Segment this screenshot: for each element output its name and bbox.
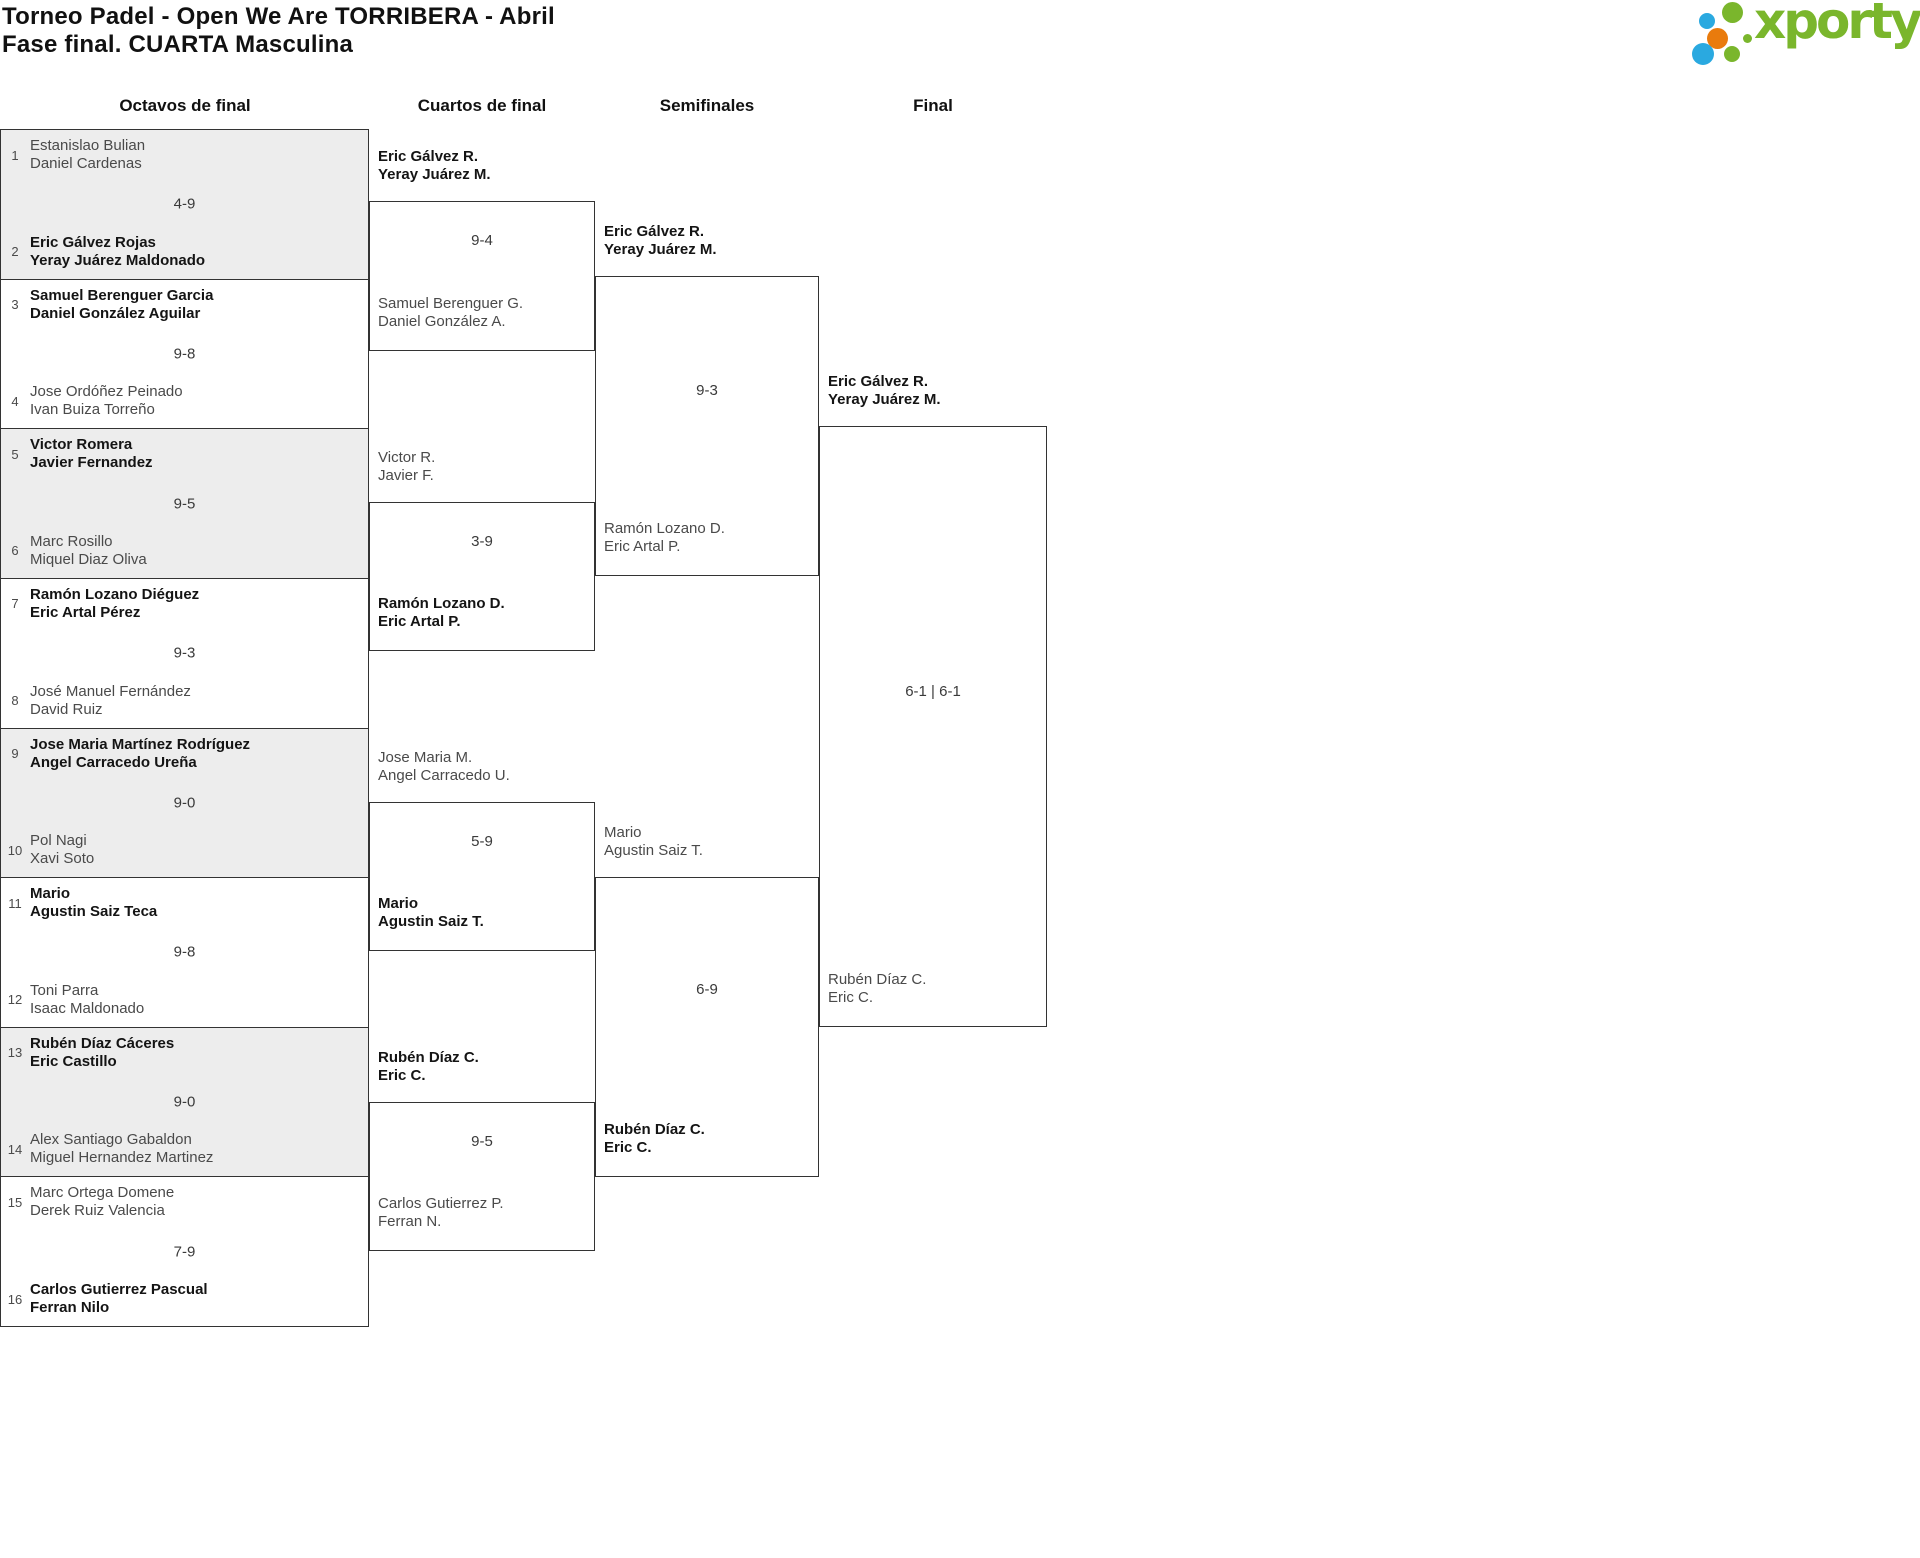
player-name: Carlos Gutierrez P. bbox=[378, 1195, 504, 1212]
player-name: Ivan Buiza Torreño bbox=[30, 401, 155, 419]
seed-number: 5 bbox=[11, 446, 19, 462]
player-name: Eric Gálvez R. bbox=[828, 373, 929, 390]
advancing-team-label bbox=[378, 295, 523, 331]
player-name: Javier F. bbox=[378, 467, 434, 484]
seed-number: 7 bbox=[11, 596, 19, 612]
player-name: Jose Maria M. bbox=[378, 749, 473, 766]
player-name: Yeray Juárez M. bbox=[604, 241, 717, 258]
logo-dot-green-small bbox=[1724, 46, 1740, 62]
seed-number: 15 bbox=[7, 1194, 23, 1210]
team-row bbox=[5, 885, 358, 921]
team-names bbox=[30, 1184, 174, 1220]
seed-number: 12 bbox=[7, 992, 23, 1008]
player-name: Daniel Cardenas bbox=[30, 155, 142, 172]
team-row bbox=[5, 1131, 358, 1167]
team-row bbox=[5, 383, 358, 419]
player-name: Eric Artal Pérez bbox=[30, 603, 141, 621]
player-name: Eric Artal P. bbox=[604, 538, 681, 555]
seed-number: 13 bbox=[7, 1045, 23, 1061]
match-sf-1 bbox=[595, 223, 819, 576]
advancing-team-label bbox=[378, 1195, 504, 1231]
player-name: Marc Ortega Domene bbox=[30, 1184, 175, 1202]
match-score: 7-9 bbox=[173, 1243, 196, 1261]
player-name: Isaac Maldonado bbox=[30, 999, 145, 1017]
player-name: Eric Gálvez R. bbox=[378, 148, 479, 165]
player-name: Pol Nagi bbox=[30, 832, 87, 850]
seed-number: 14 bbox=[7, 1141, 23, 1157]
match-score: 9-5 bbox=[471, 1133, 493, 1150]
team-names bbox=[30, 287, 213, 323]
match-final bbox=[819, 373, 1047, 1027]
match-score: 9-3 bbox=[696, 382, 718, 399]
player-name: Eric C. bbox=[378, 1067, 426, 1084]
team-row bbox=[5, 533, 358, 569]
team-row bbox=[5, 137, 358, 173]
column-header-final: Final bbox=[913, 96, 953, 115]
team-names bbox=[30, 982, 144, 1018]
xporty-logo[interactable] bbox=[1688, 0, 1918, 80]
player-name: Javier Fernandez bbox=[30, 454, 153, 472]
match-r16-5 bbox=[1, 729, 368, 879]
team-names bbox=[30, 885, 157, 921]
advancing-team-label bbox=[378, 895, 484, 931]
player-name: Marc Rosillo bbox=[30, 532, 113, 550]
player-name: Daniel González A. bbox=[378, 313, 506, 330]
logo-dot-blue-large bbox=[1692, 43, 1714, 65]
player-name: Angel Carracedo Ureña bbox=[30, 753, 197, 771]
player-name: Carlos Gutierrez Pascual bbox=[30, 1281, 208, 1298]
player-name: Victor Romera bbox=[30, 436, 133, 454]
match-score: 9-0 bbox=[173, 1093, 196, 1111]
player-name: Agustin Saiz Teca bbox=[30, 903, 158, 921]
team-row bbox=[5, 982, 358, 1018]
player-name: Eric Gálvez Rojas bbox=[30, 233, 156, 251]
player-name: Ferran Nilo bbox=[30, 1299, 110, 1316]
advancing-team-label bbox=[828, 971, 926, 1007]
match-r16-7 bbox=[1, 1028, 368, 1178]
seed-number: 4 bbox=[11, 393, 19, 409]
player-name: Agustin Saiz T. bbox=[378, 913, 484, 930]
page-title-line2: Fase final. CUARTA Masculina bbox=[2, 31, 353, 58]
seed-number: 16 bbox=[7, 1291, 23, 1307]
team-names bbox=[30, 832, 94, 868]
match-r16-6 bbox=[1, 878, 368, 1028]
player-name: Eric C. bbox=[828, 989, 873, 1006]
player-name: Rubén Díaz C. bbox=[604, 1121, 705, 1138]
match-score: 3-9 bbox=[471, 533, 493, 550]
seed-number: 2 bbox=[11, 244, 19, 260]
player-name: Eric Gálvez R. bbox=[604, 223, 705, 240]
match-qf-4 bbox=[369, 1049, 595, 1251]
match-score: 9-4 bbox=[471, 232, 493, 249]
player-name: Yeray Juárez M. bbox=[378, 166, 491, 183]
match-qf-2 bbox=[369, 449, 595, 651]
player-name: Eric Castillo bbox=[30, 1052, 117, 1070]
advancing-team-label bbox=[378, 749, 510, 785]
team-names bbox=[30, 436, 153, 472]
seed-number: 10 bbox=[7, 842, 23, 858]
team-row bbox=[5, 683, 358, 719]
player-name: Jose Maria Martínez Rodríguez bbox=[30, 735, 251, 753]
player-name: Xavi Soto bbox=[30, 850, 95, 868]
player-name: Mario bbox=[30, 885, 71, 903]
team-names bbox=[30, 1035, 174, 1071]
advancing-team-label bbox=[604, 824, 703, 860]
match-score: 9-5 bbox=[173, 495, 196, 513]
match-r16-3 bbox=[1, 429, 368, 579]
player-name: Estanislao Bulian bbox=[30, 137, 146, 154]
match-r16-1 bbox=[1, 130, 368, 280]
player-name: Toni Parra bbox=[30, 981, 99, 999]
player-name: Mario bbox=[378, 895, 419, 912]
match-score: 4-9 bbox=[173, 195, 196, 213]
team-names bbox=[30, 234, 205, 270]
player-name: Miguel Hernandez Martinez bbox=[30, 1149, 214, 1167]
player-name: Ramón Lozano Diéguez bbox=[30, 585, 200, 603]
seed-number: 9 bbox=[11, 746, 19, 761]
team-names bbox=[30, 736, 250, 772]
advancing-team-label bbox=[378, 449, 435, 485]
match-qf-3 bbox=[369, 749, 595, 951]
seed-number: 8 bbox=[11, 693, 19, 708]
team-row bbox=[5, 1035, 358, 1071]
player-name: Eric Artal P. bbox=[378, 613, 461, 630]
team-row bbox=[5, 1184, 358, 1220]
page-title-line1: Torneo Padel - Open We Are TORRIBERA - Abril bbox=[2, 3, 555, 30]
player-name: Yeray Juárez Maldonado bbox=[30, 251, 206, 269]
seed-number: 3 bbox=[11, 297, 19, 313]
match-qf-1 bbox=[369, 148, 595, 351]
player-name: Eric C. bbox=[604, 1139, 652, 1156]
advancing-team-label bbox=[828, 373, 941, 409]
player-name: Samuel Berenguer G. bbox=[378, 295, 524, 312]
seed-number: 6 bbox=[11, 543, 19, 559]
team-names bbox=[30, 1281, 208, 1317]
player-name: Rubén Díaz C. bbox=[828, 971, 927, 988]
player-name: Ramón Lozano D. bbox=[378, 595, 505, 612]
match-r16-8 bbox=[1, 1177, 368, 1326]
seed-number: 11 bbox=[8, 895, 22, 911]
player-name: Mario bbox=[604, 824, 642, 841]
match-score: 6-9 bbox=[696, 981, 718, 998]
player-name: Miquel Diaz Oliva bbox=[30, 550, 147, 568]
match-score: 9-8 bbox=[173, 943, 196, 961]
advancing-team-label bbox=[604, 520, 725, 556]
player-name: Angel Carracedo U. bbox=[378, 767, 510, 784]
team-names bbox=[30, 533, 147, 569]
player-name: Victor R. bbox=[378, 449, 436, 466]
match-r16-2 bbox=[1, 280, 368, 430]
advancing-team-label bbox=[378, 1049, 479, 1085]
player-name: Samuel Berenguer Garcia bbox=[30, 286, 214, 304]
match-r16-4 bbox=[1, 579, 368, 729]
logo-dot-green-tiny bbox=[1743, 34, 1752, 43]
team-names bbox=[30, 137, 145, 173]
team-names bbox=[30, 1131, 213, 1167]
player-name: Ramón Lozano D. bbox=[604, 520, 725, 537]
team-row bbox=[5, 436, 358, 472]
player-name: Alex Santiago Gabaldon bbox=[30, 1131, 192, 1149]
advancing-team-label bbox=[604, 1121, 705, 1157]
match-score: 9-0 bbox=[173, 794, 196, 812]
advancing-team-label bbox=[604, 223, 717, 259]
player-name: Rubén Díaz C. bbox=[378, 1049, 479, 1066]
match-score: 6-1 | 6-1 bbox=[905, 683, 961, 700]
player-name: David Ruiz bbox=[30, 700, 103, 718]
match-sf-2 bbox=[595, 824, 819, 1177]
match-score: 9-8 bbox=[173, 345, 196, 363]
player-name: Ferran N. bbox=[378, 1213, 442, 1230]
team-row bbox=[5, 736, 358, 772]
seed-number: 1 bbox=[11, 147, 19, 163]
logo-dot-blue-small bbox=[1699, 13, 1715, 29]
player-name: Derek Ruiz Valencia bbox=[30, 1202, 165, 1220]
logo-dot-green-large bbox=[1722, 2, 1743, 23]
team-names bbox=[30, 586, 199, 622]
player-name: Agustin Saiz T. bbox=[604, 842, 703, 859]
team-names bbox=[30, 683, 191, 719]
match-score: 9-3 bbox=[173, 644, 196, 662]
player-name: Daniel González Aguilar bbox=[30, 304, 201, 322]
team-row bbox=[5, 1281, 358, 1317]
team-row bbox=[5, 287, 358, 323]
advancing-team-label bbox=[378, 148, 491, 184]
player-name: Rubén Díaz Cáceres bbox=[30, 1034, 175, 1052]
logo-wordmark: xporty bbox=[1754, 0, 1920, 50]
player-name: Yeray Juárez M. bbox=[828, 391, 941, 408]
column-header-semifinales: Semifinales bbox=[659, 96, 755, 115]
team-row bbox=[5, 234, 358, 270]
advancing-team-label bbox=[378, 595, 505, 631]
page-title bbox=[2, 3, 555, 59]
team-row bbox=[5, 832, 358, 868]
column-header-cuartos: Cuartos de final bbox=[417, 96, 547, 115]
player-name: José Manuel Fernández bbox=[30, 682, 191, 700]
team-row bbox=[5, 586, 358, 622]
player-name: Jose Ordóñez Peinado bbox=[30, 383, 183, 401]
round-column-octavos bbox=[0, 129, 369, 1327]
column-header-octavos: Octavos de final bbox=[119, 96, 251, 115]
match-score: 5-9 bbox=[471, 833, 493, 850]
team-names bbox=[30, 383, 183, 419]
